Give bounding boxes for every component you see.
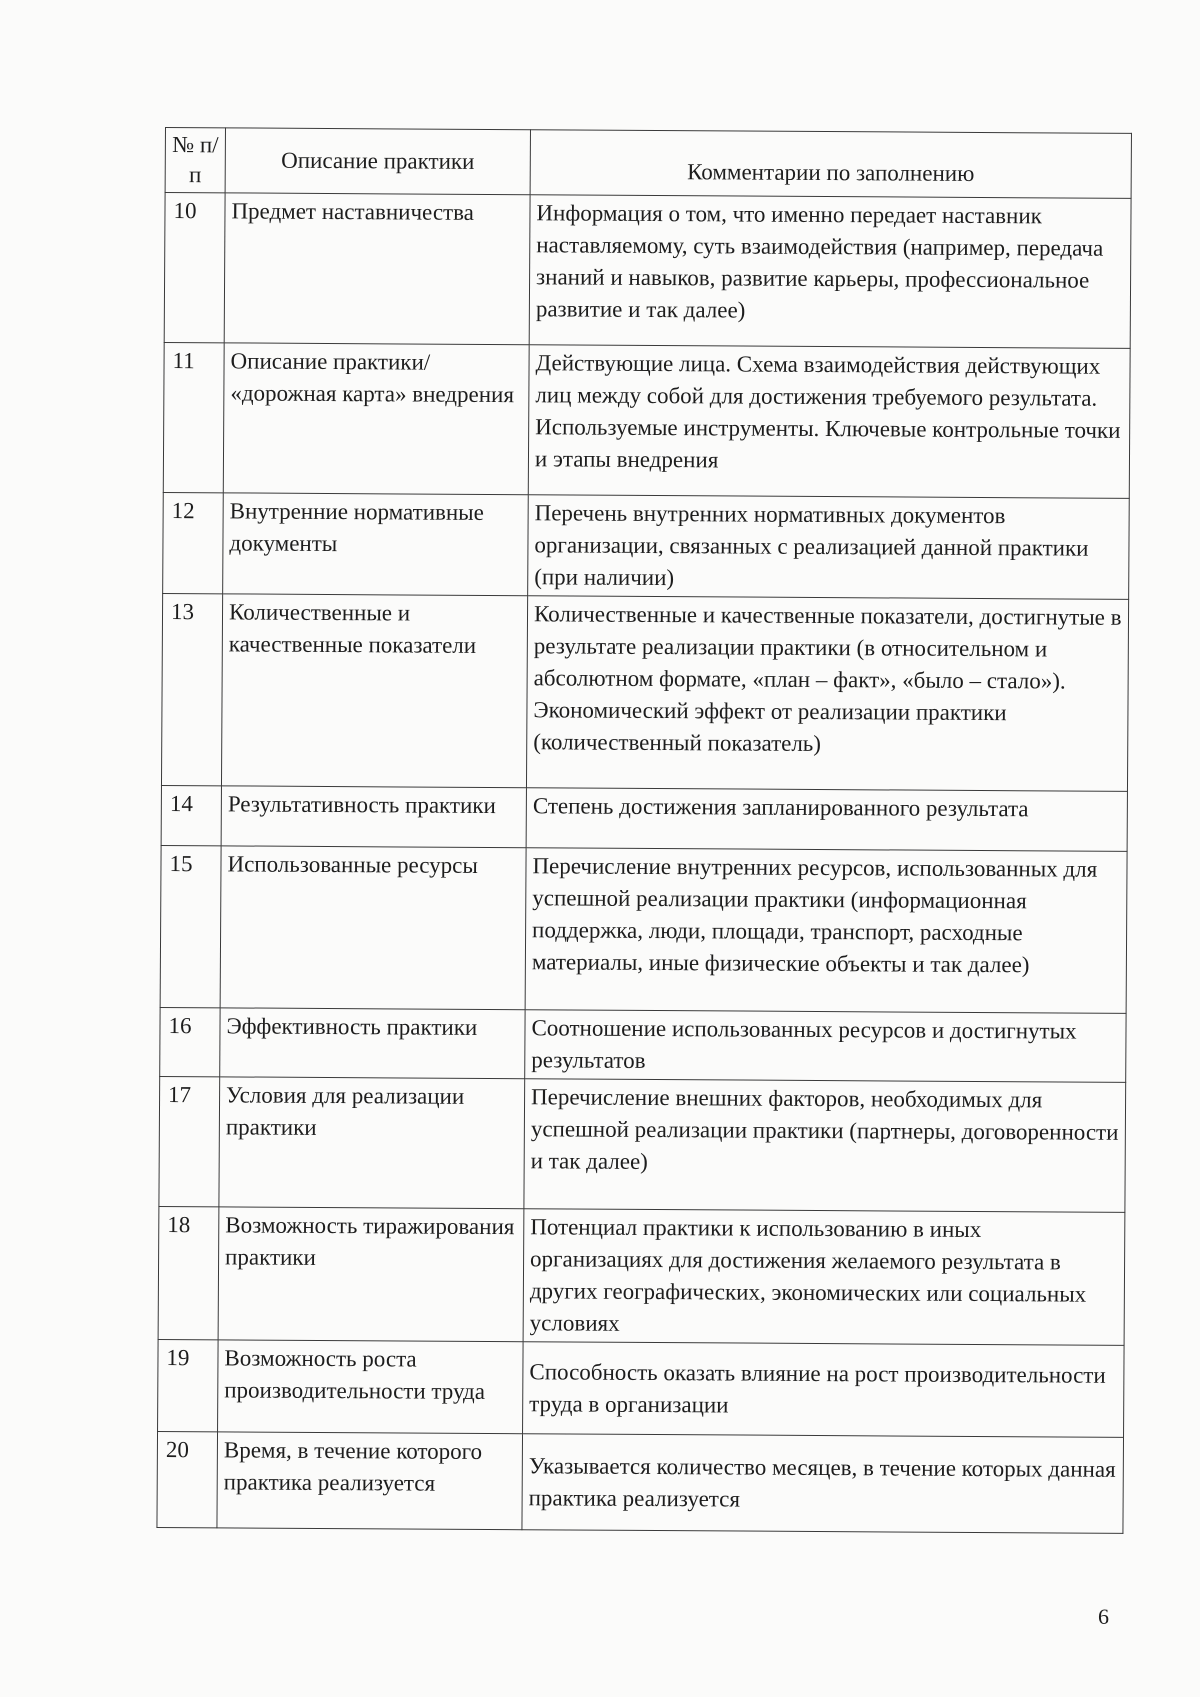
table-row	[160, 1007, 1126, 1082]
row-number: 18	[158, 1206, 219, 1339]
header-number: № п/п	[165, 128, 225, 193]
header-practice-description: Описание практики	[225, 128, 530, 195]
row-comment: Соотношение использованных ресурсов и достигнутых результатов	[525, 1010, 1126, 1083]
row-description: Внутренние нормативные документы	[223, 493, 529, 596]
row-number: 17	[159, 1076, 220, 1206]
table-row	[159, 1076, 1126, 1212]
row-comment: Информация о том, что именно передает наставник наставляемому, суть взаимодействия (например, передача знаний и навыков, развитие карьеры, профессиональное развитие и так далее)	[529, 195, 1131, 349]
row-number: 11	[163, 342, 224, 492]
row-comment: Потенциал практики к использованию в иных организациях для достижения желаемого результата в других географических, экономических или социальных условиях	[523, 1209, 1125, 1346]
row-number: 20	[157, 1431, 218, 1527]
row-description: Количественные и качественные показатели	[221, 594, 527, 788]
table-row	[158, 1339, 1125, 1437]
row-description: Условия для реализации практики	[219, 1077, 525, 1209]
row-comment: Перечисление внешних факторов, необходимых для успешной реализации практики (партнеры, договоренности и так далее)	[524, 1079, 1126, 1213]
row-description: Эффективность практики	[220, 1008, 525, 1079]
row-number: 15	[160, 845, 221, 1007]
table-row	[161, 785, 1127, 851]
row-number: 13	[161, 593, 222, 785]
row-description: Описание практики/ «дорожная карта» внедрения	[223, 343, 529, 495]
row-comment: Количественные и качественные показатели, достигнутые в результате реализации практики (в относительном и абсолютном формате, «план – факт», «было – стало»). Экономический эффект от реализации практики (количественный показатель)	[526, 596, 1128, 792]
row-description: Время, в течение которого практика реализуется	[217, 1432, 523, 1530]
row-number: 16	[160, 1007, 220, 1076]
row-description: Использованные ресурсы	[220, 846, 526, 1010]
page-number: 6	[1098, 1604, 1109, 1629]
table-row	[163, 492, 1130, 599]
row-comment: Перечень внутренних нормативных документов организации, связанных с реализацией данной практики (при наличии)	[528, 495, 1130, 600]
row-comment: Способность оказать влияние на рост производительности труда в организации	[523, 1342, 1125, 1438]
row-number: 10	[164, 193, 225, 343]
row-description: Результативность практики	[221, 786, 526, 848]
table-row	[157, 1431, 1124, 1533]
table-row	[160, 845, 1127, 1013]
row-comment: Перечисление внутренних ресурсов, использованных для успешной реализации практики (информационная поддержка, люди, площади, транспорт, расходные материалы, иные физические объекты и так далее)	[525, 848, 1127, 1014]
header-fill-comments: Комментарии по заполнению	[530, 130, 1131, 199]
row-comment: Действующие лица. Схема взаимодействия действующих лиц между собой для достижения требуемого результата. Используемые инструменты. Ключевые контрольные точки и этапы внедрения	[528, 345, 1130, 499]
table-row	[164, 193, 1131, 349]
table-row	[161, 593, 1128, 791]
row-number: 12	[163, 492, 224, 593]
table-row	[163, 342, 1130, 498]
table-header-row	[165, 128, 1131, 199]
practice-description-table	[156, 127, 1132, 1534]
row-description: Возможность тиражирования практики	[218, 1207, 524, 1342]
table-row	[158, 1206, 1125, 1345]
row-description: Возможность роста производительности труда	[218, 1340, 524, 1434]
row-comment: Степень достижения запланированного результата	[526, 788, 1127, 852]
row-number: 14	[161, 785, 221, 845]
row-description: Предмет наставничества	[224, 193, 530, 345]
row-comment: Указывается количество месяцев, в течение которых данная практика реализуется	[522, 1434, 1124, 1534]
row-number: 19	[158, 1339, 219, 1431]
